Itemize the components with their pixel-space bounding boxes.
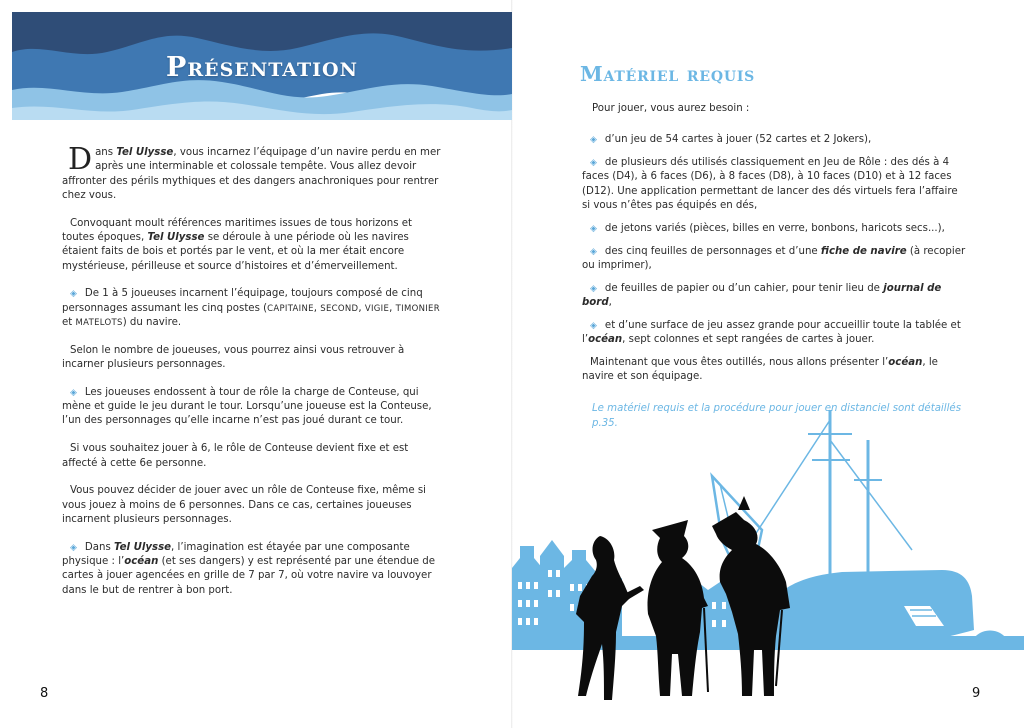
paragraph-crew [62,287,444,330]
material-item [582,156,966,213]
material-item [582,282,966,311]
text-span: de feuilles de papier ou d’un cahier, pour tenir lieu de [604,282,884,294]
paragraph-multiple-characters: Selon le nombre de joueuses, vous pourrez ainsi vous retrouver à incarner plusieurs personnages. [62,344,405,371]
text-span: de jetons variés (pièces, billes en verre, bonbons, haricots secs...), [604,222,945,234]
role-matelots: MATELOTS [75,317,123,328]
text-span: , [608,296,612,308]
diamond-bullet-icon: ◈ [590,158,597,169]
text-span: de plusieurs dés utilisés classiquement en Jeu de Rôle : des dés à 4 faces (D4), à 6 faces (D6), à 8 faces (D8), à 10 faces (D10) et à 12 faces (D12). Une application permettant de lancer des dés virtuels fera l’affaire si vous n’êtes pas équipés en dés, [582,157,958,211]
page-title-presentation: Présentation [166,52,358,83]
text-span: Maintenant que vous êtes outillés, nous allons présenter l’ [590,356,889,368]
role-vigie: VIGIE [364,303,390,314]
intro-text-rest: , vous incarnez l’équipage d’un navire perdu en mer après une interminable et colossale tempête. Vous allez devoir affronter des périls mythiques et des dangers anachroniques pour rentrer chez vous. [62,147,441,201]
left-page-body [62,142,444,611]
text-span: (à recopier ou imprimer), [582,245,966,271]
paragraph-ocean [62,541,444,598]
material-item [582,133,966,147]
text-span: De 1 à 5 joueuses incarnent l’équipage, toujours composé de cinq personnages assumant les cinq postes ( [62,288,423,314]
paragraph-conteuse [62,386,444,429]
paragraph-fixed-conteuse: Vous pouvez décider de jouer avec un rôle de Conteuse fixe, même si vous jouez à moins de 6 personnes. Dans ce cas, certaines joueuses incarnent plusieurs personnages. [62,485,426,525]
role-capitaine: CAPITAINE [267,303,314,314]
text-span: Les joueuses endossent à tour de rôle la charge de Conteuse, qui mène et guide le jeu durant le tour. Lorsqu’une joueuse est la Conteuse, l’un des personnages qu’elle incarne n’est pas joué durant ce tour. [62,386,432,427]
intro-text-start: ans [95,147,117,158]
material-item [582,222,966,236]
ocean-emphasis: océan [588,334,623,346]
diamond-bullet-icon: ◈ [590,223,597,234]
text-span: (et ses dangers) y est représenté par une étendue de cartes à jouer agencées en grille de 7 par 7, où votre navire va louvoyer dans le but de rentrer à bon port. [62,556,436,596]
diamond-bullet-icon: ◈ [590,246,597,257]
text-span: Dans [84,541,115,553]
remote-play-note: Le matériel requis et la procédure pour jouer en distanciel sont détaillés p.35. [592,403,962,429]
logbook-emphasis: journal de bord [582,282,942,308]
text-span: , l’imagination est étayée par une composante physique : l’ [62,541,410,568]
text-span: des cinq feuilles de personnages et d’une [604,245,821,257]
diamond-bullet-icon: ◈ [70,387,77,398]
harbor-ship-illustration [512,400,1024,728]
diamond-bullet-icon: ◈ [70,542,77,553]
separator: , [313,302,321,314]
text-span: et d’une surface de jeu assez grande pour accueillir toute la tablée et l’ [582,319,961,346]
materials-lead: Pour jouer, vous aurez besoin : [592,103,750,114]
role-timonier: TIMONIER [395,303,440,314]
page-number-right: 9 [972,686,981,701]
text-span: se déroule à une période où les navires étaient faits de bois et portés par le vent, et où la mer était encore mystérieuse, périlleuse et source d’histoires et d’émerveillement. [62,231,409,272]
drop-cap: D [68,142,93,177]
diamond-bullet-icon: ◈ [70,289,77,300]
material-item [582,319,966,348]
diamond-bullet-icon: ◈ [590,320,597,331]
page-number-left: 8 [40,686,49,701]
materials-closing [582,356,966,385]
separator: et [62,316,76,328]
game-title-emphasis: Tel Ulysse [116,147,174,158]
diamond-bullet-icon: ◈ [590,135,597,146]
text-span: d’un jeu de 54 cartes à jouer (52 cartes et 2 Jokers), [604,134,872,146]
material-item [582,245,966,274]
separator: , [358,302,365,314]
text-span: ) du navire. [122,316,182,328]
ship-sheet-emphasis: fiche de navire [820,245,907,257]
role-second: SECOND [320,303,359,314]
game-title-emphasis: Tel Ulysse [114,541,172,553]
intro-paragraph [62,142,444,203]
text-span: , le navire et son équipage. [582,356,938,383]
paragraph-references [62,217,444,274]
ocean-emphasis: océan [124,556,159,568]
separator: , [389,302,396,314]
paragraph-six-players: Si vous souhaitez jouer à 6, le rôle de Conteuse devient fixe et est affecté à cette 6e personne. [62,443,409,469]
page-title-materiel: Matériel requis [580,62,756,86]
text-span: , sept colonnes et sept rangées de cartes à jouer. [622,334,875,346]
game-title-emphasis: Tel Ulysse [147,231,205,243]
ocean-emphasis: océan [888,356,923,368]
text-span: Convoquant moult références maritimes issues de tous horizons et toutes époques, [62,217,413,243]
right-page-body [582,102,966,440]
diamond-bullet-icon: ◈ [590,283,597,294]
